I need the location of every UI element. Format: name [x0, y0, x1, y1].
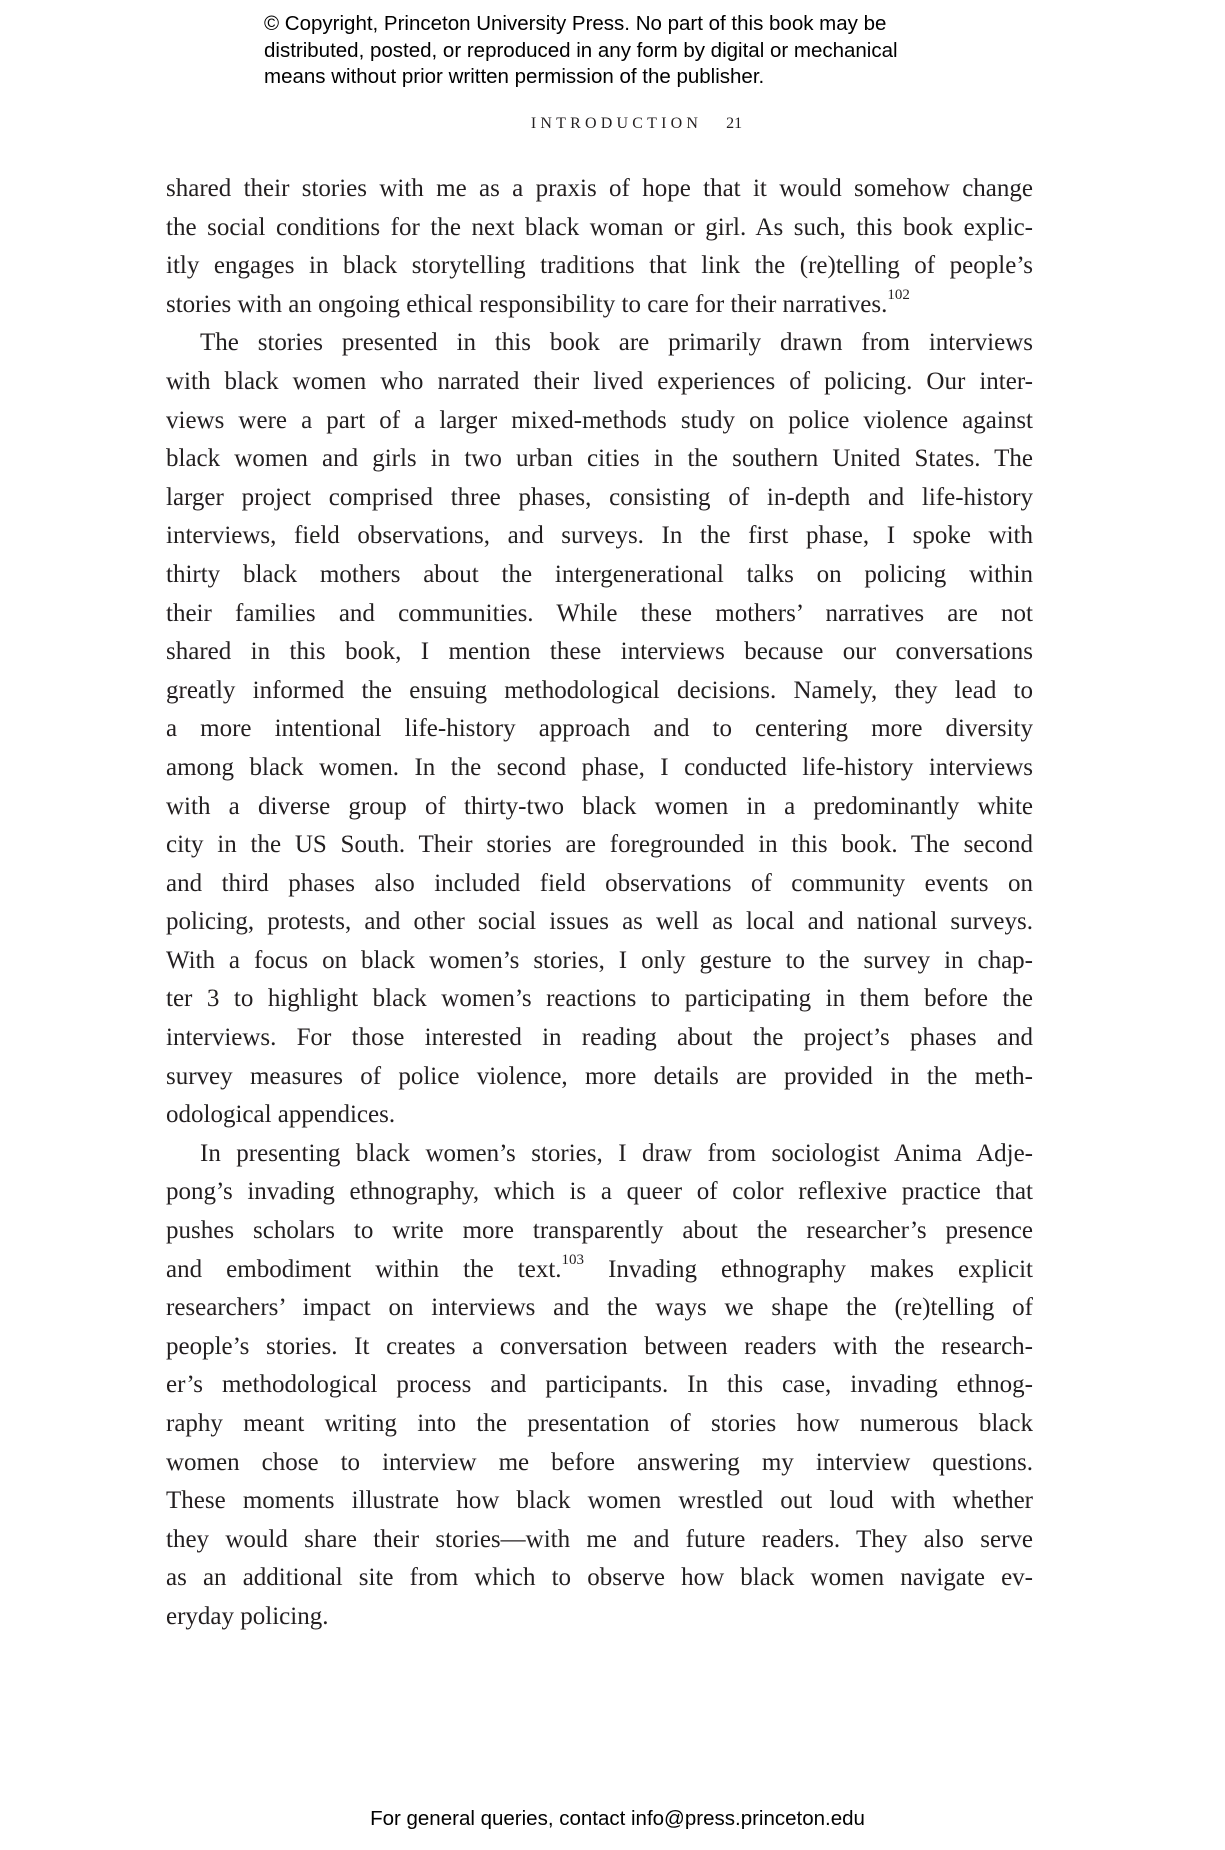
text-line: researchers’ impact on interviews and the ways we shape the (re)telling of [166, 1294, 1033, 1322]
paragraph [166, 170, 1033, 324]
text-line: shared in this book, I mention these interviews because our conversations [166, 638, 1033, 666]
text-line: With a focus on black women’s stories, I only gesture to the survey in chap- [166, 946, 1033, 974]
running-head [0, 114, 1225, 134]
copyright-line: © Copyright, Princeton University Press. No part of this book may be [264, 12, 887, 35]
paragraph [166, 1135, 1033, 1637]
text-line: eryday policing. [166, 1602, 329, 1630]
text-line: black women and girls in two urban cities in the southern United States. The [166, 445, 1033, 473]
text-line: and third phases also included field observations of community events on [166, 869, 1033, 897]
text-line: with black women who narrated their lived experiences of policing. Our inter- [166, 367, 1033, 395]
text-line: people’s stories. It creates a conversation between readers with the research- [166, 1332, 1033, 1360]
text-line: pushes scholars to write more transparently about the researcher’s presence [166, 1217, 1033, 1245]
footer-contact: For general queries, contact info@press.princeton.edu [370, 1807, 865, 1830]
text-line: views were a part of a larger mixed-methods study on police violence against [166, 406, 1033, 434]
body-text [166, 170, 1033, 1637]
text-line: The stories presented in this book are primarily drawn from interviews [200, 329, 1033, 357]
copyright-notice [264, 11, 984, 91]
text-line: thirty black mothers about the intergenerational talks on policing within [166, 560, 1033, 588]
text-line: among black women. In the second phase, I conducted life-history interviews [166, 753, 1033, 781]
text-line: shared their stories with me as a praxis of hope that it would somehow change [166, 175, 1033, 202]
text-line: the social conditions for the next black woman or girl. As such, this book explic- [166, 213, 1033, 241]
text-line: These moments illustrate how black women wrestled out loud with whether [166, 1487, 1033, 1515]
text-line: their families and communities. While these mothers’ narratives are not [166, 599, 1033, 627]
text-line: as an additional site from which to observe how black women navigate ev- [166, 1564, 1033, 1592]
text-line: a more intentional life-history approach and to centering more diversity [166, 715, 1033, 743]
text-line: greatly informed the ensuing methodological decisions. Namely, they lead to [166, 676, 1033, 704]
text-line-content: Invading ethnography makes explicit [584, 1255, 1033, 1283]
text-line-content: stories with an ongoing ethical responsibility to care for their narratives. [166, 290, 888, 318]
text-line: er’s methodological process and participants. In this case, invading ethnog- [166, 1371, 1033, 1399]
text-line: In presenting black women’s stories, I draw from sociologist Anima Adje- [200, 1139, 1033, 1167]
text-line: women chose to interview me before answering my interview questions. [166, 1448, 1033, 1476]
copyright-line: distributed, posted, or reproduced in any form by digital or mechanical [264, 38, 898, 62]
text-line: itly engages in black storytelling traditions that link the (re)telling of people’s [166, 252, 1033, 280]
text-line: with a diverse group of thirty-two black women in a predominantly white [166, 792, 1033, 820]
text-line: odological appendices. [166, 1101, 396, 1129]
text-line: raphy meant writing into the presentation of stories how numerous black [166, 1410, 1033, 1437]
chapter-title: INTRODUCTION [530, 115, 703, 132]
page-number: 21 [726, 115, 743, 132]
text-line: they would share their stories—with me and future readers. They also serve [166, 1525, 1033, 1553]
paragraph [166, 324, 1033, 1134]
text-line-content: and embodiment within the text. [166, 1255, 562, 1283]
footnote-ref-103[interactable]: 103 [561, 1252, 585, 1269]
text-line: interviews. For those interested in reading about the project’s phases and [166, 1024, 1033, 1052]
text-line: ter 3 to highlight black women’s reactions to participating in them before the [166, 985, 1033, 1013]
copyright-line: means without prior written permission of the publisher. [264, 65, 765, 88]
text-line [166, 1251, 1033, 1290]
text-line [166, 286, 1033, 325]
text-line: larger project comprised three phases, consisting of in-depth and life-history [166, 483, 1033, 511]
text-line: city in the US South. Their stories are foregrounded in this book. The second [166, 831, 1033, 859]
text-line: survey measures of police violence, more details are provided in the meth- [166, 1062, 1033, 1090]
text-line: pong’s invading ethnography, which is a queer of color reflexive practice that [166, 1178, 1033, 1206]
footnote-ref-102[interactable]: 102 [887, 287, 910, 304]
text-line: interviews, field observations, and surveys. In the first phase, I spoke with [166, 522, 1033, 550]
text-line: policing, protests, and other social issues as well as local and national surveys. [166, 908, 1033, 936]
